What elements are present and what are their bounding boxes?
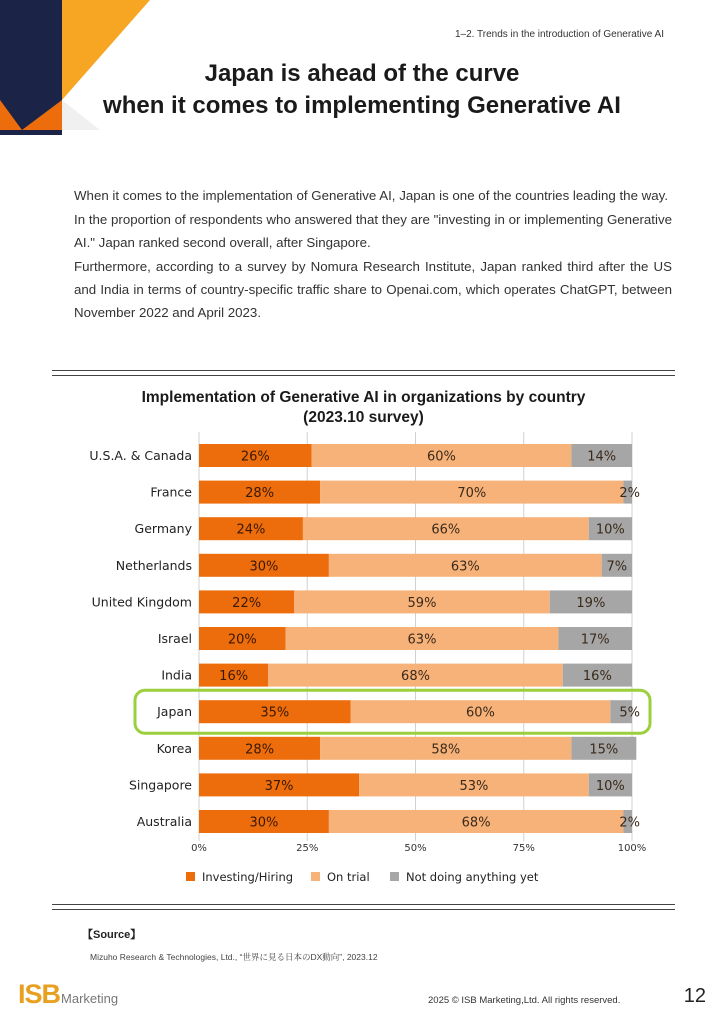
data-label-not-doing-anything-yet-united-kingdom: 19%: [576, 595, 606, 611]
data-label-investing-hiring-netherlands: 30%: [249, 559, 279, 575]
category-label-u-s-a-canada: U.S.A. & Canada: [89, 448, 192, 463]
data-label-on-trial-united-kingdom: 59%: [407, 595, 437, 611]
data-label-investing-hiring-united-kingdom: 22%: [232, 595, 262, 611]
source-text: Mizuho Research & Technologies, Ltd., “世界に見る日本のDX動向”, 2023.12: [90, 952, 378, 962]
logo-isb-text: ISB: [18, 979, 61, 1009]
data-label-on-trial-israel: 63%: [407, 632, 437, 648]
isb-marketing-logo: [18, 978, 118, 1008]
x-tick-label: 25%: [296, 843, 319, 854]
page-number: 12: [683, 985, 706, 1007]
chart-title-line2: (2023.10 survey): [303, 409, 424, 426]
x-tick-label: 0%: [191, 843, 207, 854]
x-tick-label: 50%: [404, 843, 427, 854]
data-label-on-trial-india: 68%: [401, 669, 430, 685]
data-label-investing-hiring-australia: 30%: [249, 815, 279, 831]
category-label-germany: Germany: [134, 521, 192, 537]
x-tick-label: 75%: [512, 843, 535, 854]
data-label-not-doing-anything-yet-israel: 17%: [580, 632, 610, 648]
body-paragraph-3: Furthermore, according to a survey by Nomura Research Institute, Japan ranked third after the US and India in terms of country-specific traffic share to Openai.com, which operates ChatGPT, between November 2022 and April 2023.: [74, 259, 672, 320]
legend-swatch-not-doing-anything-yet: [390, 872, 399, 881]
chart-title-line1: Implementation of Generative AI in organizations by country: [141, 389, 586, 406]
category-label-france: France: [150, 484, 192, 500]
data-label-on-trial-u-s-a-canada: 60%: [427, 449, 456, 465]
data-label-on-trial-singapore: 53%: [459, 778, 489, 794]
chart-bottom-rule-2: [52, 909, 675, 910]
source-label: 【Source】: [82, 929, 142, 941]
body-paragraph-1: When it comes to the implementation of Generative AI, Japan is one of the countries leading the way.: [74, 188, 669, 203]
copyright: 2025 © ISB Marketing,Ltd. All rights reserved.: [428, 995, 621, 1006]
data-label-on-trial-korea: 58%: [431, 742, 461, 758]
data-label-investing-hiring-israel: 20%: [227, 632, 257, 648]
section-label: 1–2. Trends in the introduction of Generative AI: [454, 29, 664, 40]
legend-label-not-doing-anything-yet: Not doing anything yet: [406, 870, 539, 884]
data-label-investing-hiring-india: 16%: [219, 669, 249, 685]
x-tick-label: 100%: [617, 843, 647, 854]
category-label-india: India: [161, 667, 192, 683]
data-label-not-doing-anything-yet-japan: 5%: [619, 705, 640, 721]
data-label-not-doing-anything-yet-india: 16%: [582, 669, 612, 685]
category-label-australia: Australia: [136, 814, 192, 829]
data-label-not-doing-anything-yet-france: 2%: [619, 486, 640, 502]
category-label-israel: Israel: [157, 631, 192, 646]
data-label-not-doing-anything-yet-u-s-a-canada: 14%: [587, 449, 617, 465]
legend-label-on-trial: On trial: [327, 870, 370, 884]
data-label-on-trial-australia: 68%: [461, 815, 491, 831]
category-label-united-kingdom: United Kingdom: [91, 594, 192, 610]
data-label-on-trial-netherlands: 63%: [450, 559, 480, 575]
logo-marketing-text: Marketing: [61, 991, 119, 1006]
data-label-investing-hiring-u-s-a-canada: 26%: [240, 449, 270, 465]
category-label-netherlands: Netherlands: [115, 557, 192, 573]
legend-label-investing-hiring: Investing/Hiring: [202, 870, 294, 884]
data-label-investing-hiring-germany: 24%: [236, 522, 266, 538]
data-label-investing-hiring-france: 28%: [245, 486, 275, 502]
data-label-investing-hiring-singapore: 37%: [264, 778, 294, 794]
legend-swatch-on-trial: [311, 872, 320, 881]
body-paragraph-2: In the proportion of respondents who answered that they are "investing in or implementing Generative AI." Japan ranked second overall, after Singapore.: [74, 212, 672, 250]
data-label-not-doing-anything-yet-australia: 2%: [619, 815, 640, 831]
data-label-investing-hiring-korea: 28%: [245, 742, 275, 758]
category-label-korea: Korea: [156, 740, 192, 756]
data-label-not-doing-anything-yet-korea: 15%: [589, 742, 619, 758]
data-label-not-doing-anything-yet-germany: 10%: [595, 522, 625, 538]
category-label-japan: Japan: [157, 704, 192, 720]
data-label-on-trial-japan: 60%: [465, 705, 495, 721]
data-label-on-trial-germany: 66%: [431, 522, 461, 538]
data-label-not-doing-anything-yet-netherlands: 7%: [606, 559, 628, 575]
legend-swatch-investing-hiring: [186, 872, 195, 881]
data-label-not-doing-anything-yet-singapore: 10%: [595, 778, 625, 794]
data-label-investing-hiring-japan: 35%: [260, 705, 290, 721]
page-title-line2: when it comes to implementing Generative AI: [103, 92, 621, 119]
page-title-line1: Japan is ahead of the curve: [204, 60, 520, 87]
chart-bottom-rule: [52, 904, 675, 905]
category-label-singapore: Singapore: [128, 777, 192, 793]
data-label-on-trial-france: 70%: [457, 486, 487, 502]
